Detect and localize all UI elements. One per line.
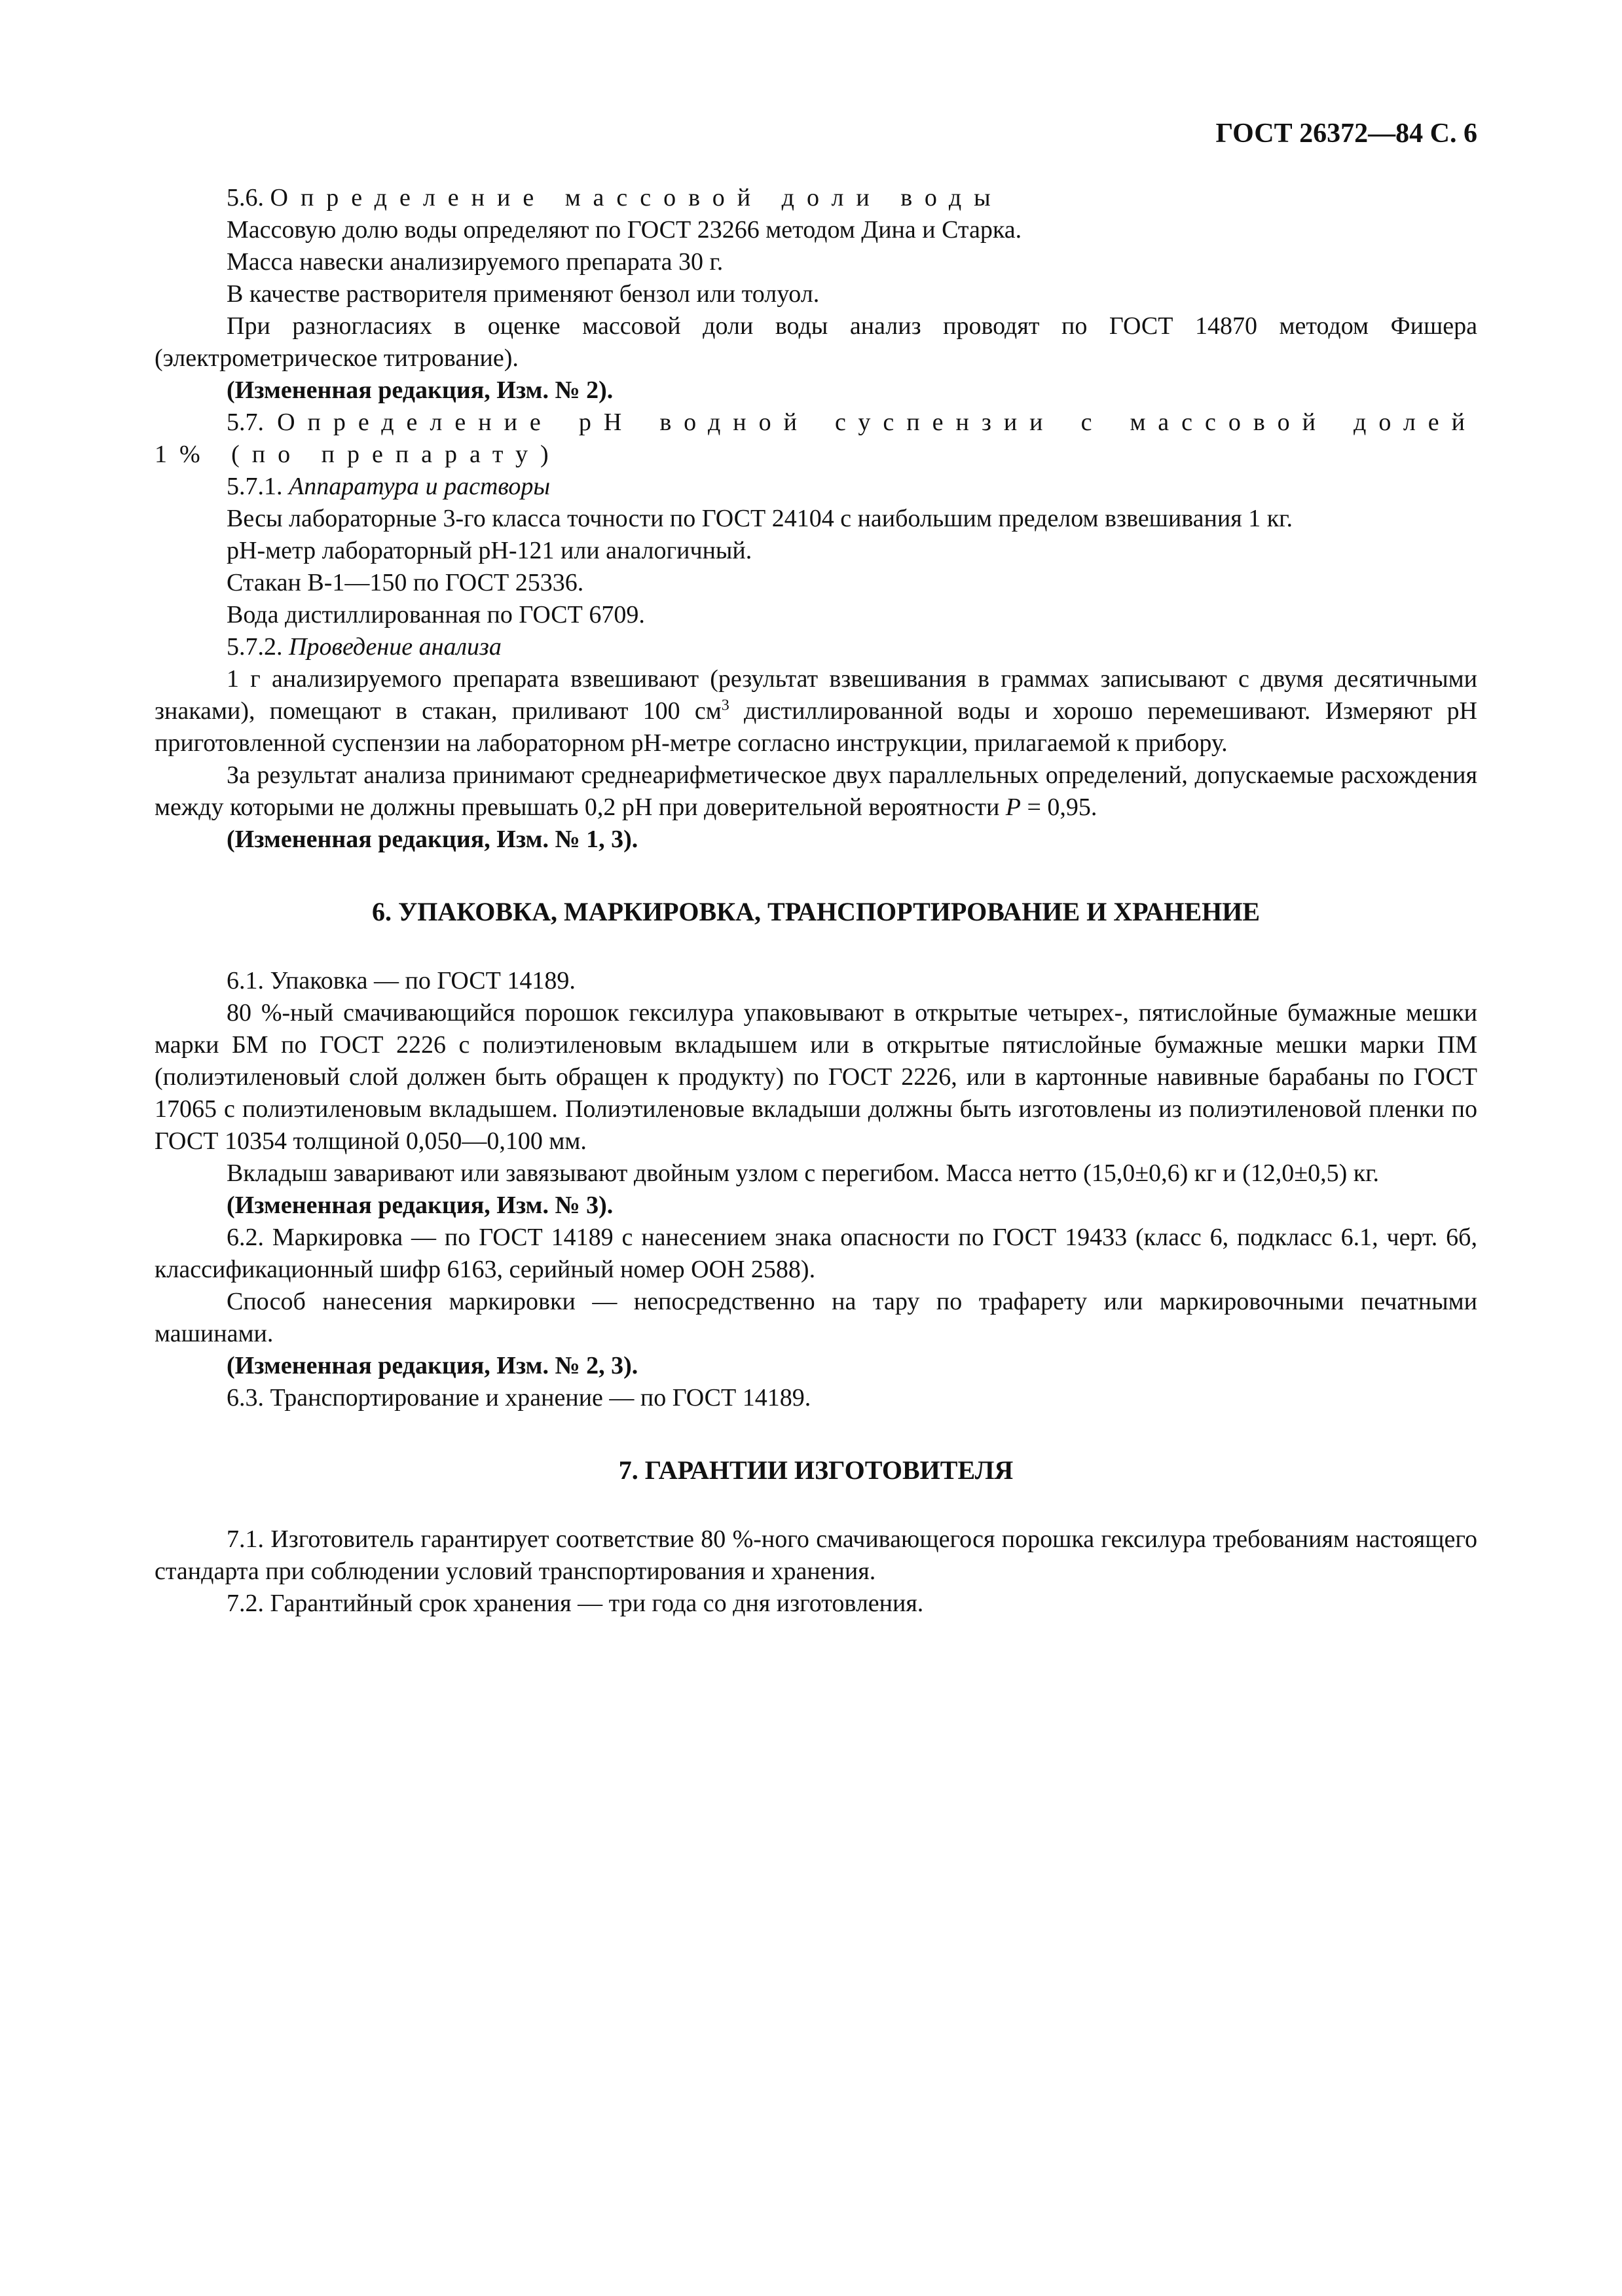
paragraph: 6.3. Транспортирование и хранение — по ГОСТ 14189. bbox=[227, 1384, 811, 1412]
clause-number: 5.7.2. bbox=[227, 633, 283, 661]
paragraph: Вода дистиллированная по ГОСТ 6709. bbox=[227, 601, 645, 629]
superscript: 3 bbox=[721, 697, 729, 714]
text-run: За результат анализа принимают среднеарифметическое двух параллельных определений, допускаемые расхождения между которыми не должны превышать 0,2 рН при доверительной вероятности bbox=[155, 761, 1477, 821]
clause-5-6-heading bbox=[155, 182, 1477, 214]
paragraph bbox=[155, 663, 1477, 759]
text-run: 1 г анализируемого препарата взвешивают (результат взвешивания в граммах записывают с двумя десятичными знаками), помещают в стакан, приливают 100 см bbox=[155, 665, 1477, 725]
paragraph: Способ нанесения маркировки — непосредственно на тару по трафарету или маркировочными печатными машинами. bbox=[155, 1288, 1477, 1347]
clause-5-7-1-heading bbox=[155, 471, 1477, 503]
clause-number: 5.7. bbox=[227, 409, 264, 436]
section-7-title: 7. ГАРАНТИИ ИЗГОТОВИТЕЛЯ bbox=[618, 1455, 1014, 1485]
section-6-title: 6. УПАКОВКА, МАРКИРОВКА, ТРАНСПОРТИРОВАНИЕ И ХРАНЕНИЕ bbox=[371, 897, 1261, 926]
paragraph: 6.1. Упаковка — по ГОСТ 14189. bbox=[227, 967, 576, 994]
paragraph bbox=[155, 759, 1477, 824]
clause-number: 5.6. bbox=[227, 184, 264, 211]
paragraph: рН-метр лабораторный рН-121 или аналогичный. bbox=[227, 537, 752, 564]
paragraph: 6.2. Маркировка — по ГОСТ 14189 с нанесением знака опасности по ГОСТ 19433 (класс 6, подкласс 6.1, черт. 6б, классификационный шифр 6163, серийный номер ООН 2588). bbox=[155, 1224, 1477, 1283]
paragraph: Масса навески анализируемого препарата 30 г. bbox=[227, 248, 724, 276]
clause-title: Определение рН водной суспензии с массовой долей 1% (по препарату) bbox=[155, 409, 1478, 468]
revision-note: (Измененная редакция, Изм. № 1, 3). bbox=[227, 826, 638, 853]
clause-title: Определение массовой доли воды bbox=[270, 184, 1003, 211]
revision-note: (Измененная редакция, Изм. № 3). bbox=[227, 1192, 614, 1219]
paragraph: 7.2. Гарантийный срок хранения — три года со дня изготовления. bbox=[227, 1590, 924, 1617]
paragraph: Вкладыш заваривают или завязывают двойным узлом с перегибом. Масса нетто (15,0±0,6) кг и (12,0±0,5) кг. bbox=[227, 1159, 1380, 1187]
text-run: = 0,95. bbox=[1021, 793, 1097, 821]
text-run: дистиллированной воды и хорошо перемешивают. Измеряют рН приготовленной суспензии на лабораторном рН-метре согласно инструкции, прилагаемой к прибору. bbox=[155, 697, 1477, 757]
clause-title: Аппаратура и растворы bbox=[289, 473, 551, 500]
revision-note: (Измененная редакция, Изм. № 2, 3). bbox=[227, 1352, 638, 1379]
document-page bbox=[155, 118, 1477, 1620]
clause-title: Проведение анализа bbox=[289, 633, 502, 661]
variable: P bbox=[1005, 793, 1021, 821]
clause-5-7-2-heading bbox=[155, 631, 1477, 663]
paragraph: В качестве растворителя применяют бензол или толуол. bbox=[227, 280, 820, 308]
revision-note: (Измененная редакция, Изм. № 2). bbox=[227, 376, 614, 404]
paragraph: 80 %-ный смачивающийся порошок гексилура упаковывают в открытые четырех-, пятислойные бумажные мешки марки БМ по ГОСТ 2226 с полиэтиленовым вкладышем или в открытые пятислойные бумажные мешки марки ПМ (полиэтиленовый слой должен быть обращен к продукту) по ГОСТ 2226, или в картонные навивные барабаны по ГОСТ 17065 с полиэтиленовым вкладышем. Полиэтиленовые вкладыши должны быть изготовлены из полиэтиленовой пленки по ГОСТ 10354 толщиной 0,050—0,100 мм. bbox=[155, 999, 1477, 1155]
paragraph: При разногласиях в оценке массовой доли воды анализ проводят по ГОСТ 14870 методом Фишера (электрометрическое титрование). bbox=[155, 312, 1477, 372]
paragraph: 7.1. Изготовитель гарантирует соответствие 80 %-ного смачивающегося порошка гексилура требованиям настоящего стандарта при соблюдении условий транспортирования и хранения. bbox=[155, 1525, 1477, 1585]
paragraph: Массовую долю воды определяют по ГОСТ 23266 методом Дина и Старка. bbox=[227, 216, 1022, 244]
page-header: ГОСТ 26372—84 С. 6 bbox=[1215, 118, 1477, 149]
clause-number: 5.7.1. bbox=[227, 473, 283, 500]
paragraph: Стакан В-1—150 по ГОСТ 25336. bbox=[227, 569, 584, 596]
paragraph: Весы лабораторные 3-го класса точности по ГОСТ 24104 с наибольшим пределом взвешивания 1 кг. bbox=[227, 505, 1293, 532]
clause-5-7-heading bbox=[155, 407, 1477, 471]
